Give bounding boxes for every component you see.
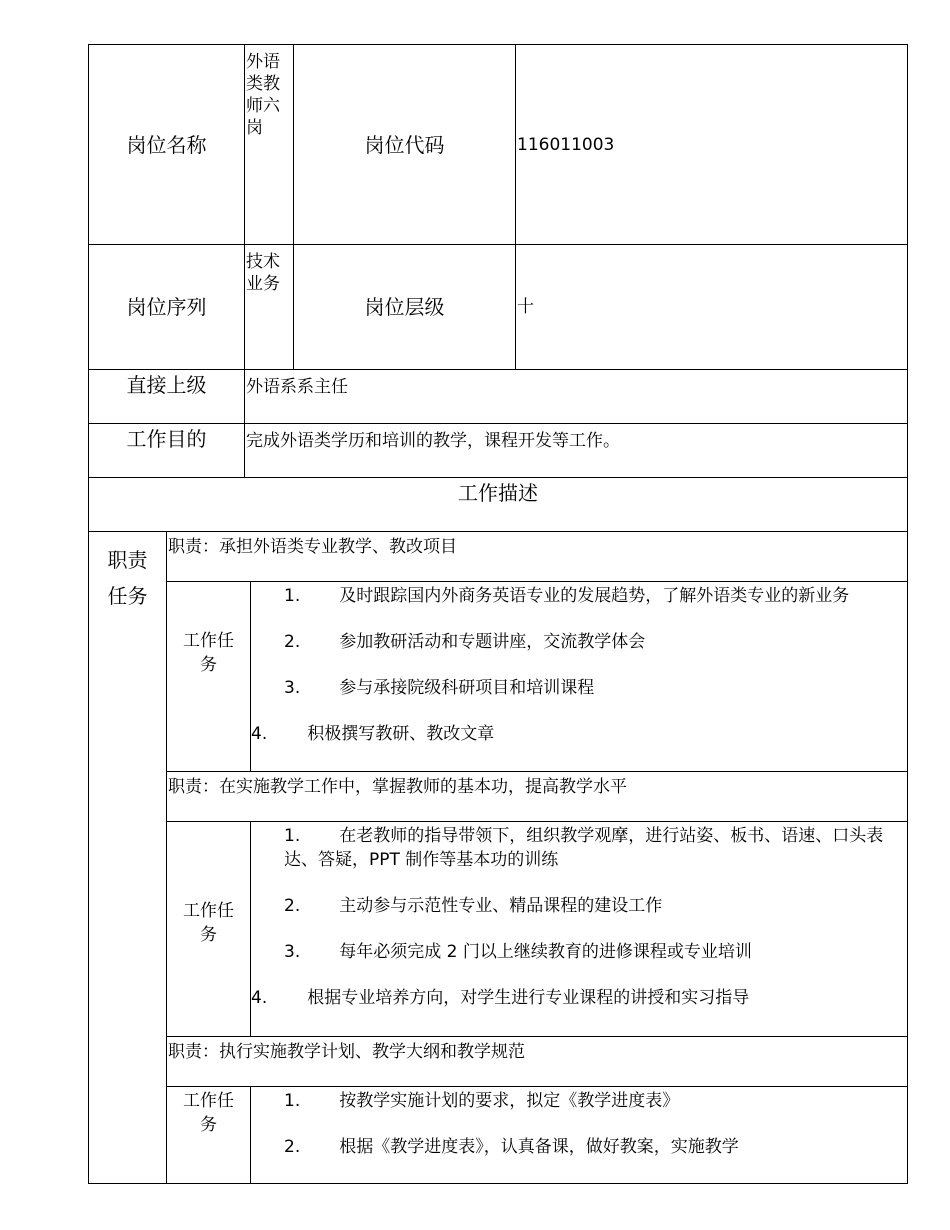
- supervisor-label: 直接上级: [89, 370, 245, 424]
- list-item: 2. 根据《教学进度表》，认真备课，做好教案，实施教学: [284, 1137, 739, 1157]
- task-label-2: 工作任务: [167, 822, 251, 1037]
- position-series-label: 岗位序列: [89, 245, 245, 370]
- task-list-3: [251, 1087, 908, 1184]
- job-description-table: [88, 44, 908, 1184]
- list-item: 4. 积极撰写教研、教改文章: [251, 724, 495, 744]
- position-level-label: 岗位层级: [294, 245, 516, 370]
- duty-2: 职责：在实施教学工作中，掌握教师的基本功，提高教学水平: [167, 772, 908, 822]
- position-series-value: 技术业务: [245, 245, 294, 370]
- position-code-value: 116011003: [516, 45, 908, 245]
- list-item: 1. 在老教师的指导带领下，组织教学观摩，进行站姿、板书、语速、口头表达、答疑，PPT 制作等基本功的训练: [284, 826, 884, 870]
- list-item: 2. 主动参与示范性专业、精品课程的建设工作: [284, 896, 663, 916]
- list-item: 3. 每年必须完成 2 门以上继续教育的进修课程或专业培训: [284, 942, 752, 962]
- task-list-1: [251, 582, 908, 772]
- purpose-label: 工作目的: [89, 424, 245, 478]
- position-code-label: 岗位代码: [294, 45, 516, 245]
- position-level-value: 十: [516, 245, 908, 370]
- duty-1: 职责：承担外语类专业教学、教改项目: [167, 532, 908, 582]
- list-item: 2. 参加教研活动和专题讲座，交流教学体会: [284, 632, 646, 652]
- position-name-value: 外语类教师六岗: [245, 45, 294, 245]
- list-item: 4. 根据专业培养方向，对学生进行专业课程的讲授和实习指导: [251, 988, 750, 1008]
- task-label-1: 工作任务: [167, 582, 251, 772]
- list-item: 1. 按教学实施计划的要求，拟定《教学进度表》: [284, 1091, 680, 1111]
- task-label-3: 工作任务: [167, 1087, 251, 1184]
- task-list-2: [251, 822, 908, 1037]
- purpose-value: 完成外语类学历和培训的教学，课程开发等工作。: [245, 424, 908, 478]
- description-title: 工作描述: [89, 478, 908, 532]
- position-name-label: 岗位名称: [89, 45, 245, 245]
- supervisor-value: 外语系系主任: [245, 370, 908, 424]
- list-item: 3. 参与承接院级科研项目和培训课程: [284, 678, 595, 698]
- duties-label: 职责任务: [89, 532, 167, 1184]
- list-item: 1. 及时跟踪国内外商务英语专业的发展趋势，了解外语类专业的新业务: [284, 586, 850, 606]
- duty-3: 职责：执行实施教学计划、教学大纲和教学规范: [167, 1037, 908, 1087]
